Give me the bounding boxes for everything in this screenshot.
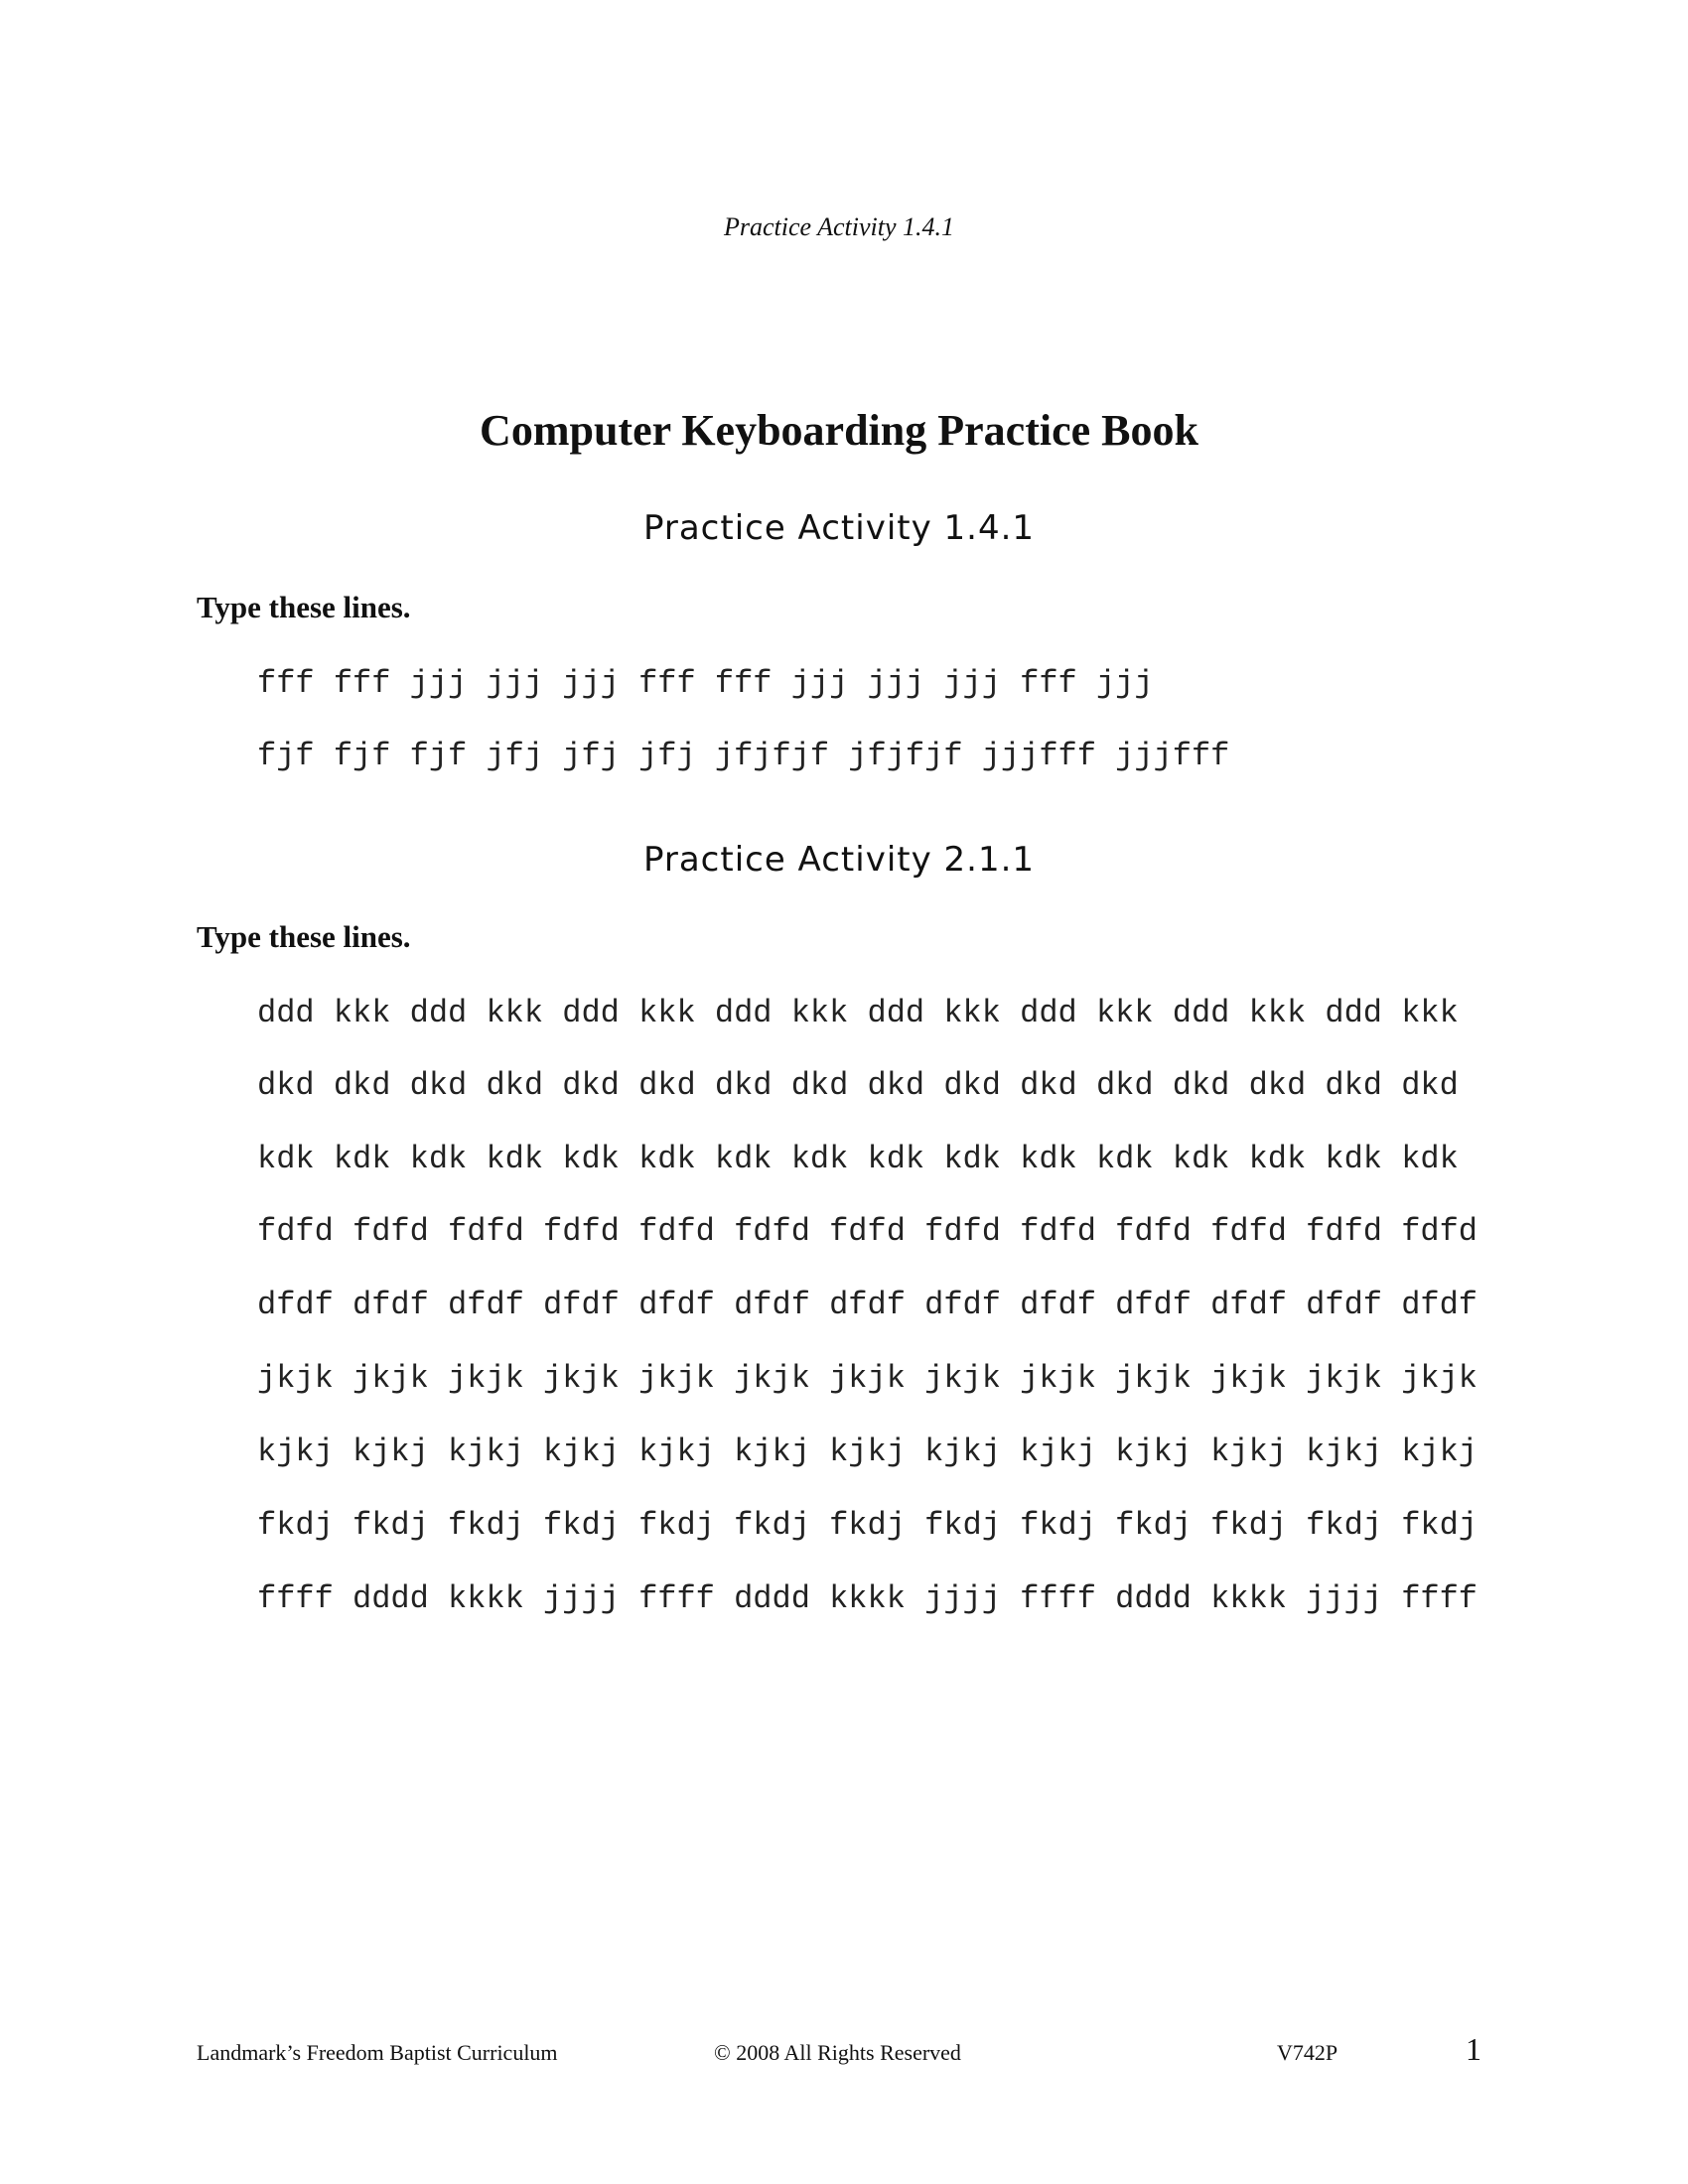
drill-line: ddd kkk ddd kkk ddd kkk ddd kkk ddd kkk ddd kkk ddd kkk ddd kkk xyxy=(257,995,1459,1031)
section-instruction-1-4-1: Type these lines. xyxy=(197,590,411,624)
footer-code: V742P xyxy=(1277,2040,1338,2065)
drill-line: jkjk jkjk jkjk jkjk jkjk jkjk jkjk jkjk jkjk jkjk jkjk jkjk jkjk xyxy=(257,1360,1477,1397)
footer-publisher: Landmark’s Freedom Baptist Curriculum xyxy=(197,2040,558,2065)
section-heading-2-1-1: Practice Activity 2.1.1 xyxy=(642,840,1036,880)
page-number: 1 xyxy=(1466,2031,1481,2067)
section-heading-1-4-1: Practice Activity 1.4.1 xyxy=(642,508,1036,548)
drill-line: dkd dkd dkd dkd dkd dkd dkd dkd dkd dkd dkd dkd dkd dkd dkd dkd xyxy=(257,1067,1459,1104)
drill-line: fkdj fkdj fkdj fkdj fkdj fkdj fkdj fkdj fkdj fkdj fkdj fkdj fkdj xyxy=(257,1507,1477,1544)
drill-line: kdk kdk kdk kdk kdk kdk kdk kdk kdk kdk kdk kdk kdk kdk kdk kdk xyxy=(257,1141,1459,1177)
drill-line: ffff dddd kkkk jjjj ffff dddd kkkk jjjj ffff dddd kkkk jjjj ffff xyxy=(257,1580,1477,1617)
drill-line: fff fff jjj jjj jjj fff fff jjj jjj jjj fff jjj xyxy=(257,665,1154,702)
book-title: Computer Keyboarding Practice Book xyxy=(480,406,1198,455)
section-instruction-2-1-1: Type these lines. xyxy=(197,919,411,954)
drill-line: dfdf dfdf dfdf dfdf dfdf dfdf dfdf dfdf dfdf dfdf dfdf dfdf dfdf xyxy=(257,1287,1477,1323)
footer-copyright: © 2008 All Rights Reserved xyxy=(714,2040,961,2065)
drill-line: fdfd fdfd fdfd fdfd fdfd fdfd fdfd fdfd fdfd fdfd fdfd fdfd fdfd xyxy=(257,1213,1477,1250)
drill-line: kjkj kjkj kjkj kjkj kjkj kjkj kjkj kjkj kjkj kjkj kjkj kjkj kjkj xyxy=(257,1433,1477,1470)
running-header: Practice Activity 1.4.1 xyxy=(724,212,954,241)
drill-line: fjf fjf fjf jfj jfj jfj jfjfjf jfjfjf jjjfff jjjfff xyxy=(257,738,1230,774)
